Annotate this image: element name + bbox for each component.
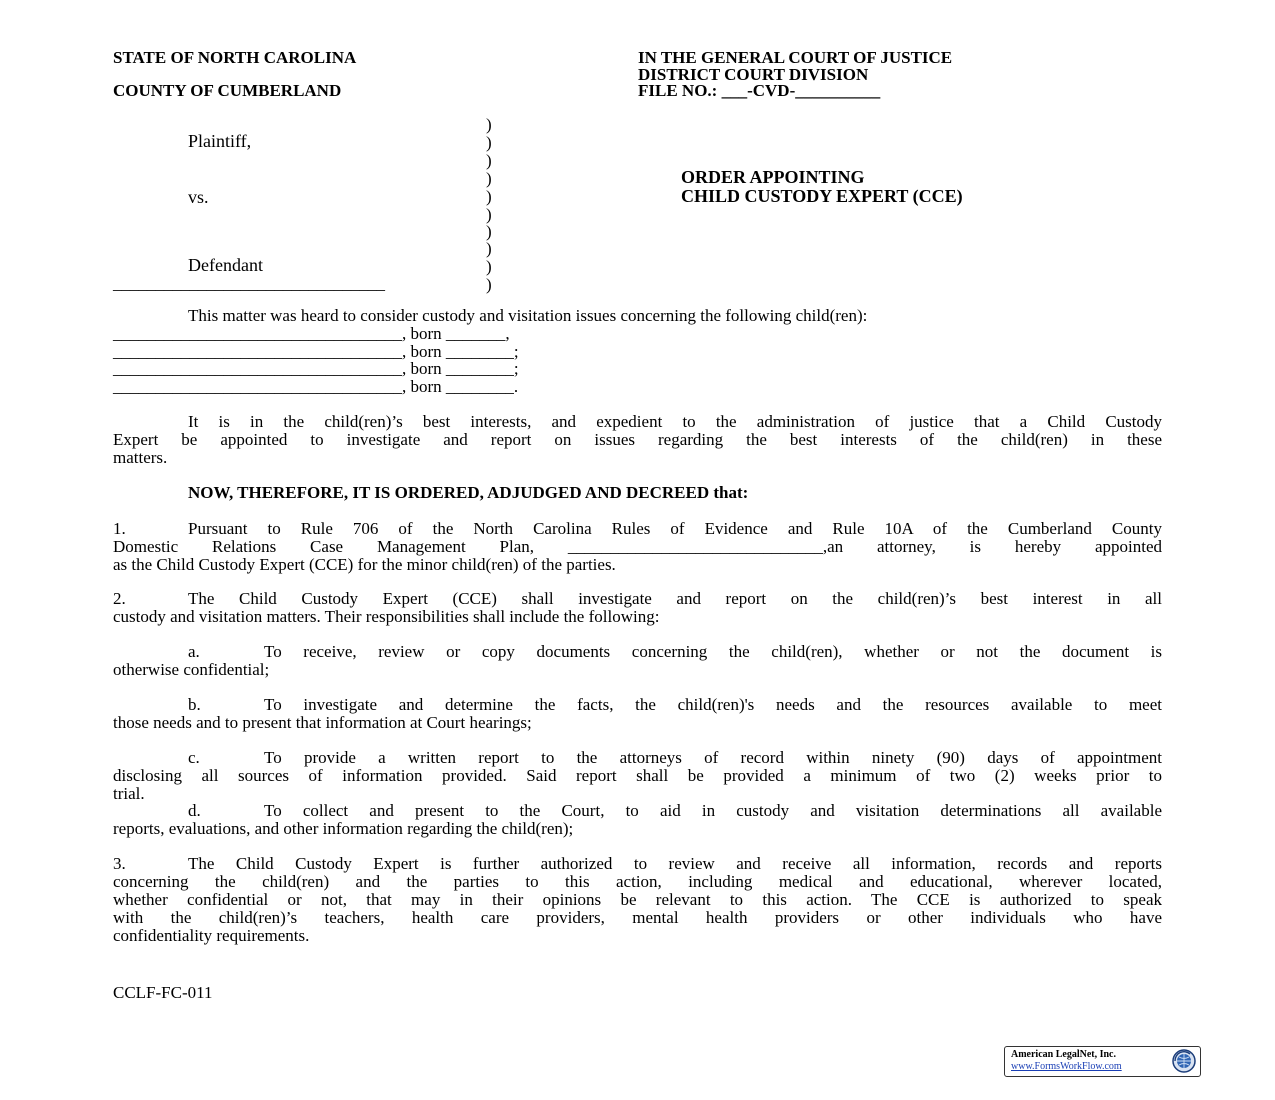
item-number: 3. xyxy=(113,854,126,873)
paren: ) xyxy=(486,239,492,258)
paragraph-line: as the Child Custody Expert (CCE) for the minor child(ren) of the parties. xyxy=(113,555,616,574)
item-2c-paragraph xyxy=(113,749,1162,803)
paragraph-line: trial. xyxy=(113,784,145,803)
item-1-paragraph xyxy=(113,520,1162,574)
paragraph-line: The Child Custody Expert is further authorized to review and receive all information, records and reports xyxy=(188,854,1162,873)
paragraph-line: To receive, review or copy documents concerning the child(ren), whether or not the document is xyxy=(264,642,1162,661)
paren: ) xyxy=(486,275,492,294)
paragraph-line: disclosing all sources of information provided. Said report shall be provided a minimum of two (2) weeks prior to xyxy=(113,766,1162,785)
sub-item-letter: b. xyxy=(188,695,201,714)
paragraph-line: To investigate and determine the facts, the child(ren)'s needs and the resources available to meet xyxy=(264,695,1162,714)
paren: ) xyxy=(486,205,492,224)
state-heading: STATE OF NORTH CAROLINA xyxy=(113,48,357,67)
paragraph-line: Expert be appointed to investigate and report on issues regarding the best interests of the child(ren) in these xyxy=(113,430,1162,449)
sub-item-letter: d. xyxy=(188,801,201,820)
file-number: FILE NO.: ___-CVD-__________ xyxy=(638,81,881,100)
item-2d-paragraph xyxy=(113,802,1162,838)
item-2-paragraph xyxy=(113,590,1162,626)
defendant-signature-line: ________________________________ xyxy=(113,274,385,293)
child-line: __________________________________, born ________; xyxy=(113,342,519,361)
ordered-heading: NOW, THEREFORE, IT IS ORDERED, ADJUDGED AND DECREED that: xyxy=(188,483,749,502)
paragraph-line: matters. xyxy=(113,448,168,467)
sub-item-letter: a. xyxy=(188,642,200,661)
logo-website-link[interactable]: www.FormsWorkFlow.com xyxy=(1011,1061,1122,1072)
children-intro: This matter was heard to consider custody and visitation issues concerning the following child(ren): xyxy=(188,306,868,325)
sub-item-letter: c. xyxy=(188,748,200,767)
county-heading: COUNTY OF CUMBERLAND xyxy=(113,81,342,100)
item-2b-paragraph xyxy=(113,696,1162,732)
paragraph-line: It is in the child(ren)’s best interests, and expedient to the administration of justice that a Child Custody xyxy=(188,412,1162,431)
paragraph-line: whether confidential or not, that may in their opinions be relevant to this action. The CCE is authorized to speak xyxy=(113,890,1162,909)
child-line: __________________________________, born _______, xyxy=(113,324,510,343)
publisher-logo[interactable] xyxy=(1004,1046,1201,1077)
item-2a-paragraph xyxy=(113,643,1162,679)
paragraph-line: reports, evaluations, and other information regarding the child(ren); xyxy=(113,819,574,838)
form-code: CCLF-FC-011 xyxy=(113,983,213,1002)
best-interests-paragraph xyxy=(113,413,1162,467)
order-title-line1: ORDER APPOINTING xyxy=(681,167,865,187)
paragraph-line: To collect and present to the Court, to aid in custody and visitation determinations all available xyxy=(264,801,1162,820)
paren: ) xyxy=(486,257,492,276)
logo-company-name: American LegalNet, Inc. xyxy=(1011,1049,1116,1060)
court-heading: IN THE GENERAL COURT OF JUSTICE xyxy=(638,48,953,67)
item-number: 2. xyxy=(113,589,126,608)
defendant-label: Defendant xyxy=(188,255,263,275)
paragraph-line: with the child(ren)’s teachers, health care providers, mental health providers or other individuals who have xyxy=(113,908,1162,927)
plaintiff-label: Plaintiff, xyxy=(188,131,252,151)
paren: ) xyxy=(486,169,492,188)
paragraph-line: Domestic Relations Case Management Plan, ______________________________,an attorney, is hereby appointed xyxy=(113,537,1162,556)
paragraph-line: otherwise confidential; xyxy=(113,660,270,679)
paragraph-line: confidentiality requirements. xyxy=(113,926,310,945)
item-3-paragraph xyxy=(113,855,1162,945)
paren: ) xyxy=(486,115,492,134)
child-line: __________________________________, born ________; xyxy=(113,359,519,378)
paragraph-line: To provide a written report to the attorneys of record within ninety (90) days of appointment xyxy=(264,748,1162,767)
paren: ) xyxy=(486,222,492,241)
paren: ) xyxy=(486,187,492,206)
order-title-line2: CHILD CUSTODY EXPERT (CCE) xyxy=(681,186,963,206)
paren: ) xyxy=(486,151,492,170)
division-heading: DISTRICT COURT DIVISION xyxy=(638,65,869,84)
paragraph-line: custody and visitation matters. Their responsibilities shall include the following: xyxy=(113,607,660,626)
paragraph-line: Pursuant to Rule 706 of the North Carolina Rules of Evidence and Rule 10A of the Cumberland County xyxy=(188,519,1162,538)
paren: ) xyxy=(486,133,492,152)
globe-icon xyxy=(1172,1049,1196,1073)
item-number: 1. xyxy=(113,519,126,538)
paragraph-line: The Child Custody Expert (CCE) shall investigate and report on the child(ren)’s best interest in all xyxy=(188,589,1162,608)
child-line: __________________________________, born ________. xyxy=(113,377,519,396)
vs-label: vs. xyxy=(188,187,209,207)
paragraph-line: those needs and to present that information at Court hearings; xyxy=(113,713,532,732)
paragraph-line: concerning the child(ren) and the parties to this action, including medical and educational, wherever located, xyxy=(113,872,1162,891)
